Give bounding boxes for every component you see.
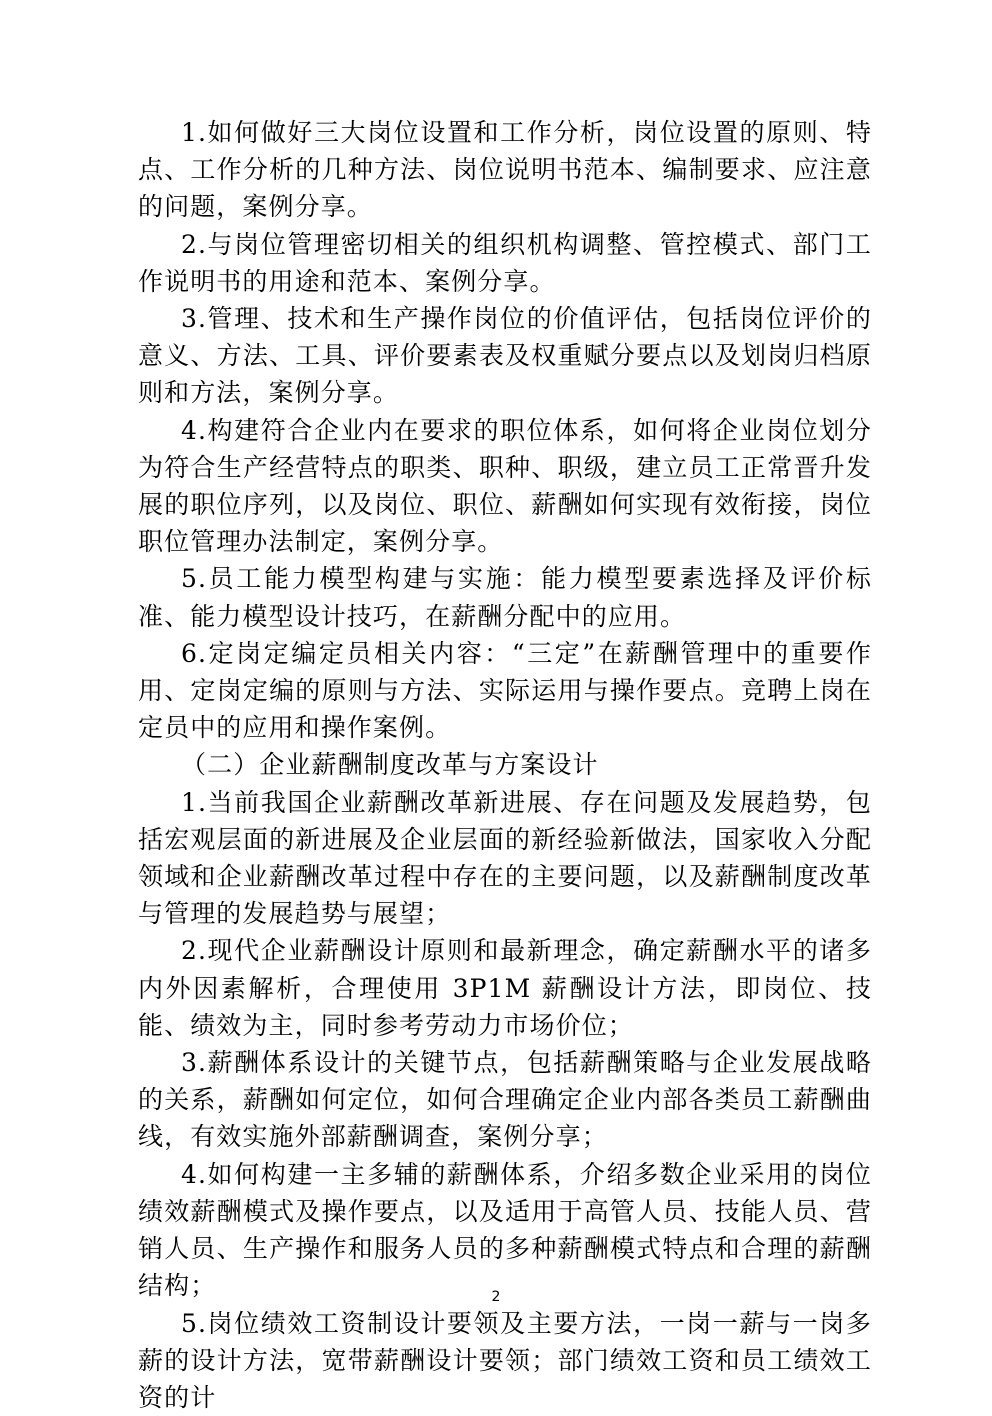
paragraph-organization-structure: 2.与岗位管理密切相关的组织机构调整、管控模式、部门工作说明书的用途和范本、案例分享。 xyxy=(138,226,872,300)
paragraph-staffing: 6.定岗定编定员相关内容：“三定”在薪酬管理中的重要作用、定岗定编的原则与方法、实际运用与操作要点。竞聘上岗在定员中的应用和操作案例。 xyxy=(138,635,872,747)
paragraph-competency-model: 5.员工能力模型构建与实施：能力模型要素选择及评价标准、能力模型设计技巧，在薪酬分配中的应用。 xyxy=(138,560,872,634)
section-heading: （二）企业薪酬制度改革与方案设计 xyxy=(138,746,872,783)
paragraph-salary-system: 4.如何构建一主多辅的薪酬体系，介绍多数企业采用的岗位绩效薪酬模式及操作要点，以及适用于高管人员、技能人员、营销人员、生产操作和服务人员的多种薪酬模式特点和合理的薪酬结构； xyxy=(138,1156,872,1305)
document-body xyxy=(138,114,872,1416)
paragraph-key-nodes: 3.薪酬体系设计的关键节点，包括薪酬策略与企业发展战略的关系，薪酬如何定位，如何合理确定企业内部各类员工薪酬曲线，有效实施外部薪酬调查，案例分享； xyxy=(138,1044,872,1156)
page-number: 2 xyxy=(0,1289,992,1305)
paragraph-job-evaluation: 3.管理、技术和生产操作岗位的价值评估，包括岗位评价的意义、方法、工具、评价要素表及权重赋分要点以及划岗归档原则和方法，案例分享。 xyxy=(138,300,872,412)
paragraph-job-setup: 1.如何做好三大岗位设置和工作分析，岗位设置的原则、特点、工作分析的几种方法、岗位说明书范本、编制要求、应注意的问题，案例分享。 xyxy=(138,114,872,226)
paragraph-position-system: 4.构建符合企业内在要求的职位体系，如何将企业岗位划分为符合生产经营特点的职类、职种、职级，建立员工正常晋升发展的职位序列，以及岗位、职位、薪酬如何实现有效衔接，岗位职位管理办法制定，案例分享。 xyxy=(138,412,872,561)
paragraph-reform-trends: 1.当前我国企业薪酬改革新进展、存在问题及发展趋势，包括宏观层面的新进展及企业层面的新经验新做法，国家收入分配领域和企业薪酬改革过程中存在的主要问题，以及薪酬制度改革与管理的发展趋势与展望； xyxy=(138,784,872,933)
paragraph-performance-pay: 5.岗位绩效工资制设计要领及主要方法，一岗一薪与一岗多薪的设计方法，宽带薪酬设计要领；部门绩效工资和员工绩效工资的计 xyxy=(138,1305,872,1416)
paragraph-design-principles: 2.现代企业薪酬设计原则和最新理念，确定薪酬水平的诸多内外因素解析，合理使用 3P1M 薪酬设计方法，即岗位、技能、绩效为主，同时参考劳动力市场价位； xyxy=(138,932,872,1044)
